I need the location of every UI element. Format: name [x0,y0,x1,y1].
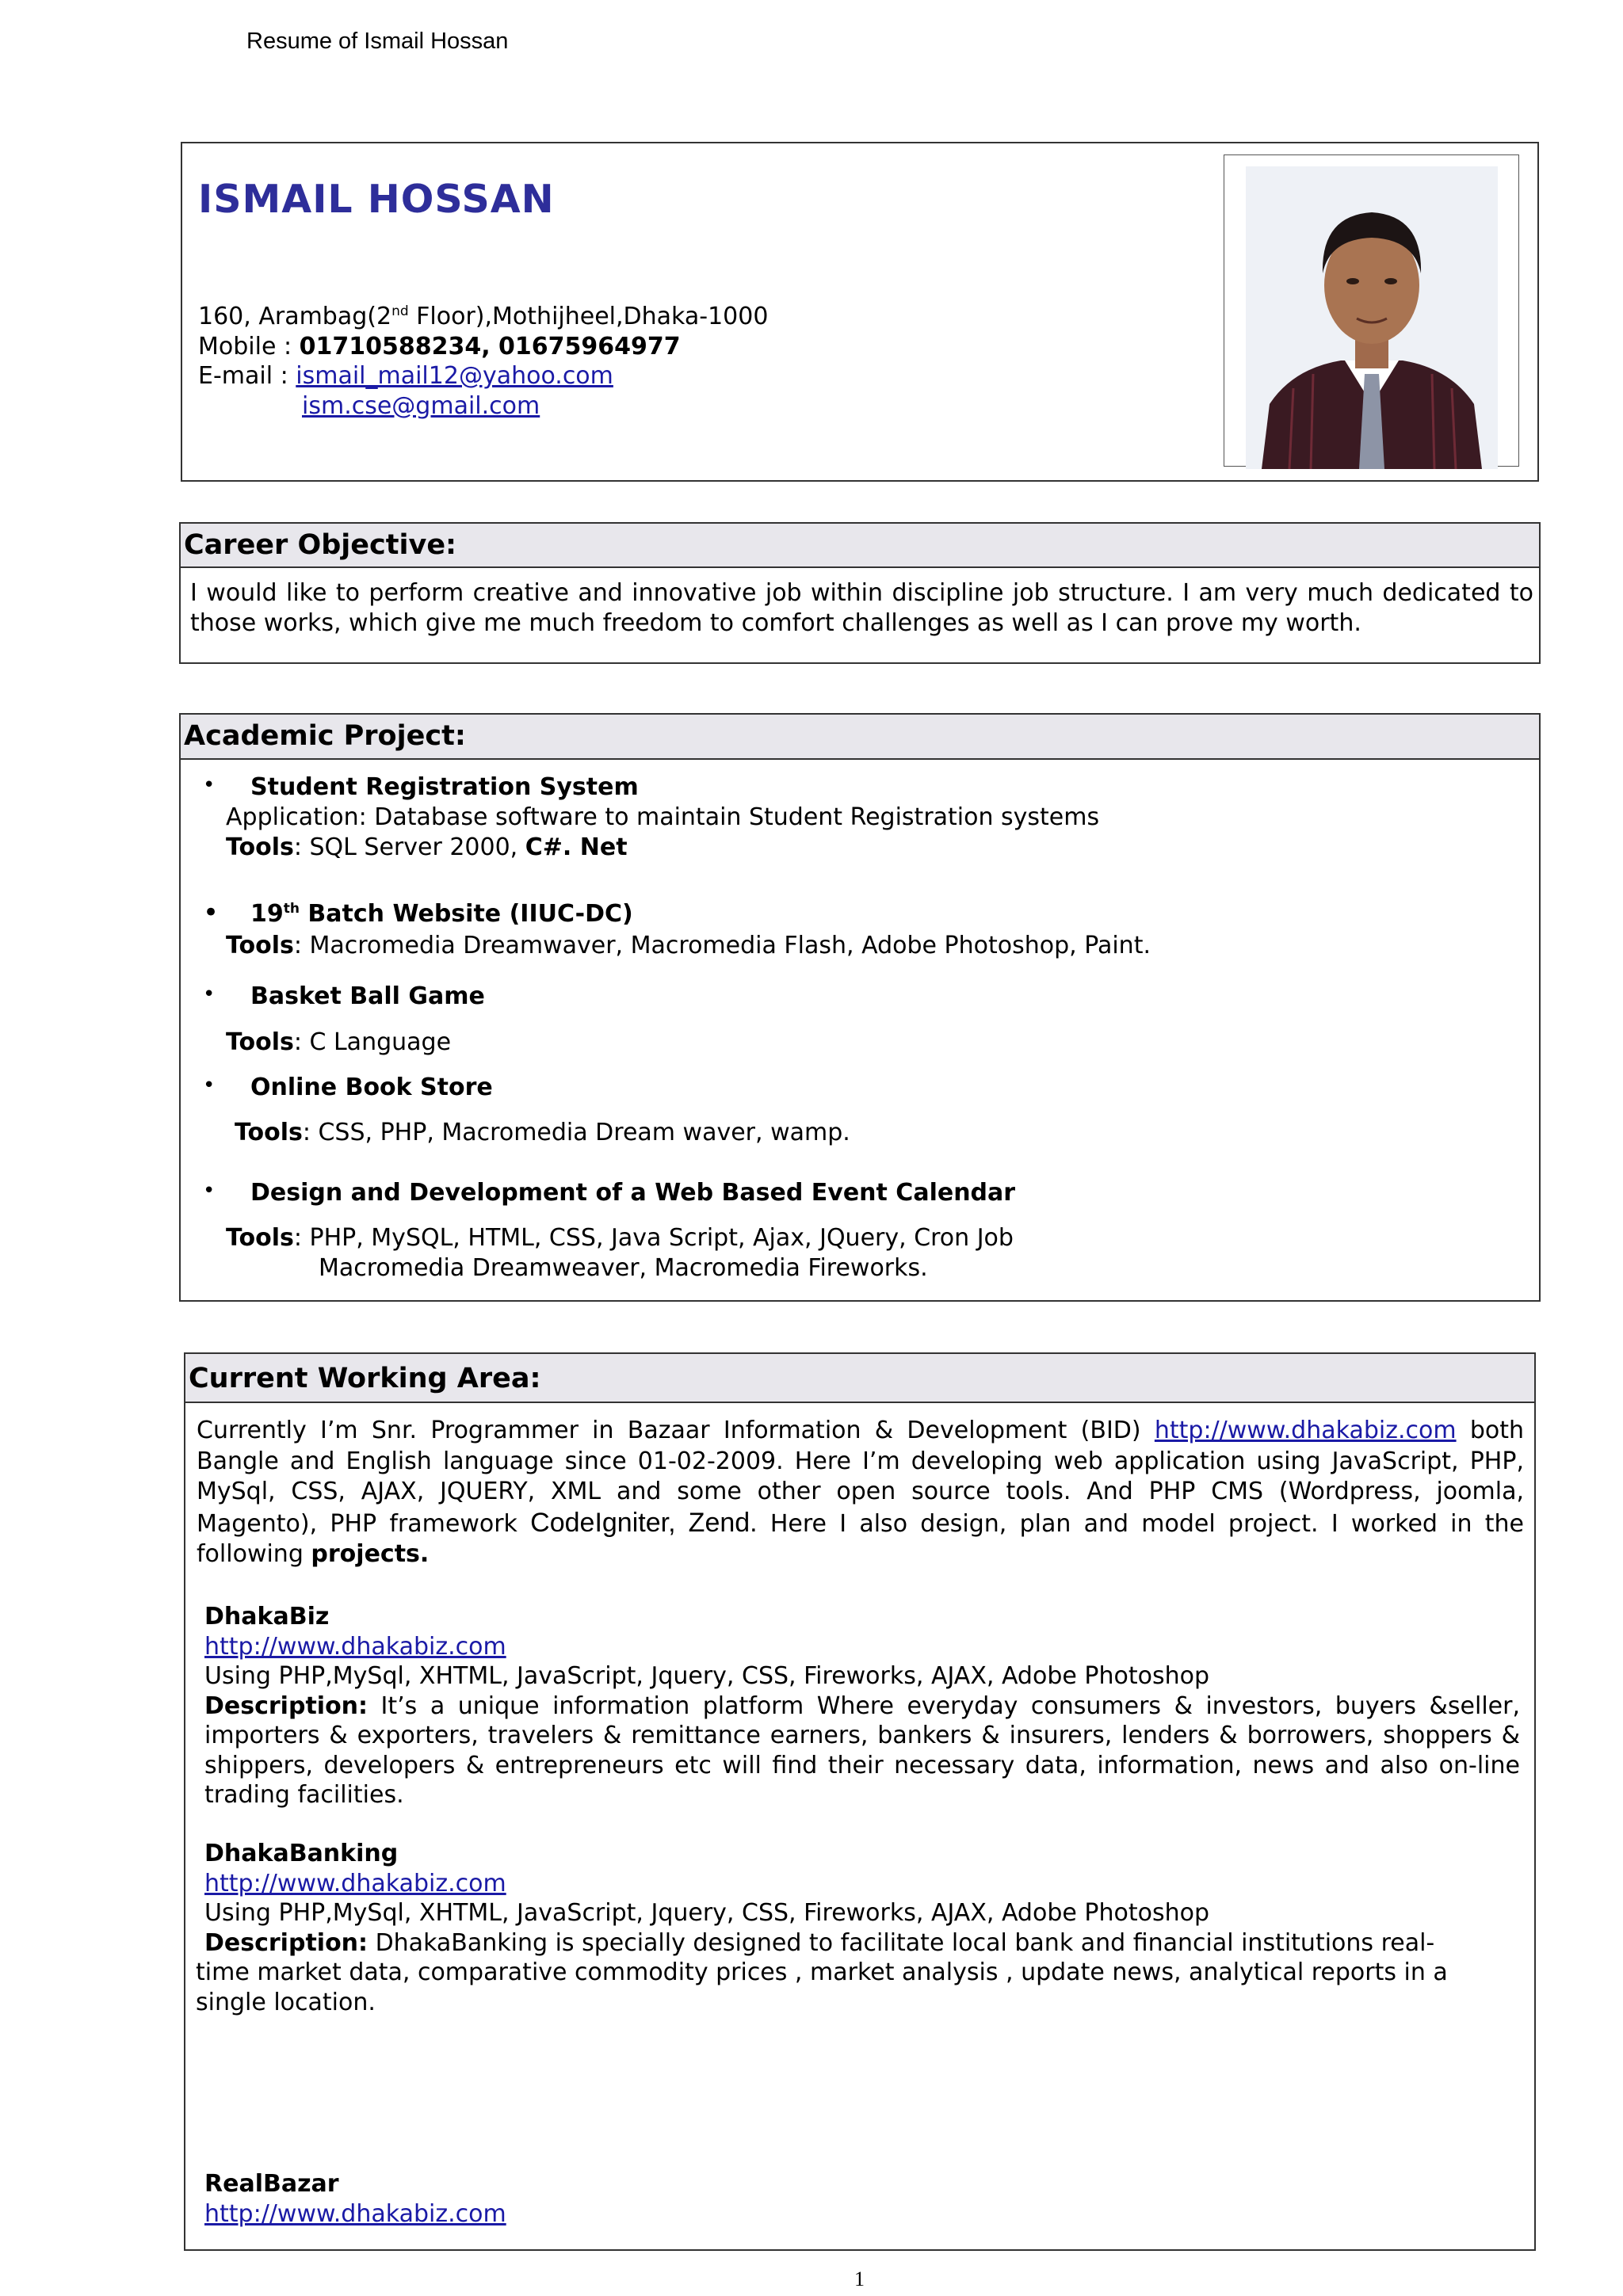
bullet-icon: • [203,1074,216,1097]
projects-keyword: projects. [311,1540,430,1568]
tools-text: : CSS, PHP, Macromedia Dream waver, wamp. [302,1119,850,1146]
address-prefix: 160, Arambag(2 [198,303,392,330]
tools-label: Tools [235,1119,303,1146]
header-card [181,142,1539,482]
career-objective-text: I would like to perform creative and innovative job within discipline job structure. I am very much dedicated to those works, which give me much freedom to comfort challenges as well as I can prove my worth. [190,579,1533,637]
contact-block [198,297,768,421]
email-link-gmail[interactable]: ism.cse@gmail.com [302,391,540,420]
mobile-label: Mobile : [198,332,300,360]
project-item [181,897,1528,963]
work-project-link[interactable]: http://www.dhakabiz.com [204,1869,506,1897]
work-project-link[interactable]: http://www.dhakabiz.com [204,1632,506,1661]
academic-project-section [179,713,1541,1302]
project-item [181,773,1528,876]
career-objective-section [179,522,1541,664]
page-number: 1 [854,2267,865,2290]
project-tools [226,932,1151,959]
description-label: Description: [204,1928,369,1957]
work-project-using: Using PHP,MySql, XHTML, JavaScript, Jquery, CSS, Fireworks, AJAX, Adobe Photoshop [204,1662,1209,1690]
description-text: DhakaBanking is specially designed to facilitate local bank and financial institutions real- [368,1928,1435,1957]
work-project-dhakabanking [196,1839,1520,2017]
project-application: Application: Database software to maintain Student Registration systems [226,803,1100,831]
tools-plain: SQL Server 2000, [309,833,525,861]
candidate-name: ISMAIL HOSSAN [198,177,555,222]
portrait-illustration [1246,166,1498,469]
project-title-prefix: 19 [250,900,284,928]
project-tools-continued: Macromedia Dreamweaver, Macromedia Fireworks. [319,1254,928,1282]
tools-label: Tools [226,833,294,861]
project-title: Student Registration System [250,773,639,801]
project-tools [226,1224,1014,1252]
mobile-value: 01710588234, 01675964977 [299,332,681,360]
project-title-sup: th [283,901,300,917]
tools-text: : PHP, MySQL, HTML, CSS, Java Script, Ajax, JQuery, Cron Job [293,1224,1014,1252]
work-project-description [204,1928,1520,1958]
framework-names: CodeIgniter, Zend. [530,1507,758,1538]
academic-project-heading: Academic Project: [181,715,1539,760]
address-line [198,297,768,332]
work-project-title: DhakaBanking [204,1840,399,1867]
email-line-2 [198,391,768,421]
work-project-description [204,1691,1520,1810]
project-tools [226,833,628,861]
career-objective-heading: Career Objective: [181,524,1539,568]
work-project-name [204,1839,1520,1869]
bullet-icon: • [203,1179,216,1203]
profile-photo [1246,166,1498,469]
bullet-icon: • [203,897,220,929]
tools-label: Tools [226,1028,294,1056]
current-working-area-section [184,1352,1536,2251]
description-label: Description: [204,1691,369,1720]
project-tools [226,1028,451,1056]
bullet-icon: • [203,773,216,797]
work-project-realbazar [204,2169,1520,2229]
project-title: Design and Development of a Web Based Event Calendar [250,1179,1016,1207]
tools-bold: C#. Net [525,833,628,861]
work-project-name [204,2169,1520,2199]
project-item [181,1179,1528,1290]
tools-text: : Macromedia Dreamwaver, Macromedia Flash, Adobe Photoshop, Paint. [293,932,1151,959]
description-text: It’s a unique information platform Where everyday consumers & investors, buyers &seller, importers & exporters, travelers & remittance earners, bankers & insurers, lenders & borrowers, shoppers & shippers, developers & entrepreneurs etc will find their necessary data, information, news and also on-line trading facilities. [204,1691,1520,1809]
mobile-line [198,332,768,362]
work-project-title: DhakaBiz [204,1603,330,1630]
project-title: Basket Ball Game [250,982,485,1010]
work-intro-text-3: Here I also design, plan and model project. I worked in the following [197,1509,1525,1568]
project-item [181,982,1528,1056]
work-project-url-line [204,1869,1520,1899]
work-project-link[interactable]: http://www.dhakabiz.com [204,2199,506,2228]
email-link-yahoo[interactable]: ismail_mail12@yahoo.com [296,362,613,390]
work-project-url-line [204,1632,1520,1662]
photo-frame [1224,154,1519,467]
work-project-description-continued: time market data, comparative commodity prices , market analysis , update news, analytical reports in a single location. [196,1958,1448,2016]
address-suffix: Floor),Mothijheel,Dhaka-1000 [408,303,769,330]
work-project-title: RealBazar [204,2170,339,2198]
project-tools [235,1119,850,1146]
tools-label: Tools [226,932,294,959]
email-label: E-mail : [198,362,296,390]
tools-label: Tools [226,1224,294,1252]
work-project-url-line [204,2199,1520,2229]
current-working-area-heading: Current Working Area: [185,1354,1534,1403]
bullet-icon: • [203,982,216,1006]
address-sup: nd [391,303,409,319]
company-website-link[interactable]: http://www.dhakabiz.com [1154,1417,1457,1444]
project-title: Online Book Store [250,1074,493,1101]
work-intro-paragraph [197,1416,1524,1570]
running-header: Resume of Ismail Hossan [246,29,509,54]
project-title-suffix: Batch Website (IIUC-DC) [299,900,633,928]
work-project-name [204,1602,1520,1632]
email-line [198,361,768,391]
work-project-dhakabiz [204,1602,1520,1810]
tools-sep: : [293,833,310,861]
work-project-using: Using PHP,MySql, XHTML, JavaScript, Jquery, CSS, Fireworks, AJAX, Adobe Photoshop [204,1899,1209,1927]
project-title [250,900,633,928]
work-intro-text-1: Currently I’m Snr. Programmer in Bazaar Information & Development (BID) [197,1417,1155,1444]
tools-text: : C Language [293,1028,452,1056]
work-intro-text-2: both Bangle and English language since 01-02-2009. Here I’m developing web application using JavaScript, PHP, MySql, CSS, AJAX, JQUERY, XML and some other open source tools. And PHP CMS (Wordpress, joomla, Magento), PHP framework [197,1417,1524,1538]
project-item [181,1074,1528,1146]
